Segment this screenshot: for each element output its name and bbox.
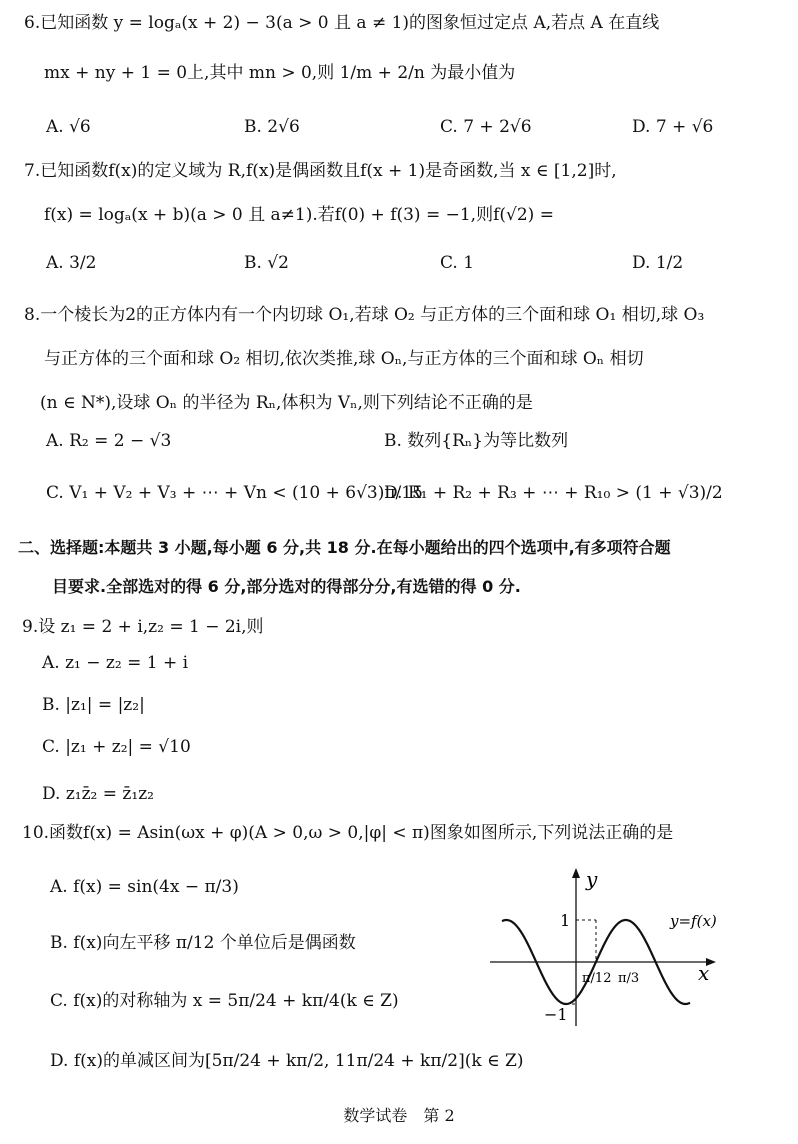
graph-neg-one-label: −1 xyxy=(544,1005,568,1024)
q9-option-b: B. |z₁| = |z₂| xyxy=(42,695,145,715)
q8-option-d: D. R₁ + R₂ + R₃ + ⋯ + R₁₀ > (1 + √3)/2 xyxy=(384,483,723,503)
page-footer: 数学试卷 第 2 xyxy=(343,1106,455,1125)
q6-stem-line1: 6.已知函数 y = logₐ(x + 2) − 3(a > 0 且 a ≠ 1)的图象恒过定点 A,若点 A 在直线 xyxy=(24,13,660,33)
q10-option-b: B. f(x)向左平移 π/12 个单位后是偶函数 xyxy=(50,933,356,953)
graph-y-arrow xyxy=(572,868,580,878)
q7-stem-line1: 7.已知函数f(x)的定义域为 R,f(x)是偶函数且f(x + 1)是奇函数,当 x ∈ [1,2]时, xyxy=(24,161,617,181)
q10-option-a: A. f(x) = sin(4x − π/3) xyxy=(50,877,239,897)
q7-stem-line2: f(x) = logₐ(x + b)(a > 0 且 a≠1).若f(0) + f(3) = −1,则f(√2) = xyxy=(44,205,554,225)
section2-heading-line1: 二、选择题:本题共 3 小题,每小题 6 分,共 18 分.在每小题给出的四个选项中,有多项符合题 xyxy=(18,538,671,557)
q8-stem-line3: (n ∈ N*),设球 Oₙ 的半径为 Rₙ,体积为 Vₙ,则下列结论不正确的是 xyxy=(40,393,533,413)
q6-option-d: D. 7 + √6 xyxy=(632,117,714,137)
graph-tick2-label: π/3 xyxy=(618,971,640,986)
q9-option-d: D. z₁z̄₂ = z̄₁z₂ xyxy=(42,784,154,804)
graph-x-label: x xyxy=(698,961,710,985)
q10-option-d: D. f(x)的单减区间为[5π/24 + kπ/2, 11π/24 + kπ/2](k ∈ Z) xyxy=(50,1051,524,1071)
q7-option-b: B. √2 xyxy=(244,253,289,273)
q8-stem-line1: 8.一个棱长为2的正方体内有一个内切球 O₁,若球 O₂ 与正方体的三个面和球 O₁ 相切,球 O₃ xyxy=(24,305,705,325)
q7-option-c: C. 1 xyxy=(440,253,475,273)
q8-option-c: C. V₁ + V₂ + V₃ + ⋯ + Vn < (10 + 6√3)π/15 xyxy=(46,483,423,503)
q8-stem-line2: 与正方体的三个面和球 O₂ 相切,依次类推,球 Oₙ,与正方体的三个面和球 Oₙ 相切 xyxy=(44,349,644,369)
q6-option-a: A. √6 xyxy=(46,117,91,137)
q8-option-a: A. R₂ = 2 − √3 xyxy=(46,431,172,451)
graph-y-label: y xyxy=(586,867,598,891)
q9-stem: 9.设 z₁ = 2 + i,z₂ = 1 − 2i,则 xyxy=(22,617,264,637)
q8-option-b: B. 数列{Rₙ}为等比数列 xyxy=(384,431,569,451)
section2-heading-line2: 目要求.全部选对的得 6 分,部分选对的得部分分,有选错的得 0 分. xyxy=(52,577,521,596)
q10-stem: 10.函数f(x) = Asin(ωx + φ)(A > 0,ω > 0,|φ| < π)图象如图所示,下列说法正确的是 xyxy=(22,823,674,843)
q6-option-c: C. 7 + 2√6 xyxy=(440,117,532,137)
q10-option-c: C. f(x)的对称轴为 x = 5π/24 + kπ/4(k ∈ Z) xyxy=(50,991,399,1011)
q9-option-c: C. |z₁ + z₂| = √10 xyxy=(42,737,191,757)
graph-curve-label: y=f(x) xyxy=(670,912,717,930)
q9-option-a: A. z₁ − z₂ = 1 + i xyxy=(42,653,189,673)
q6-stem-line2: mx + ny + 1 = 0上,其中 mn > 0,则 1/m + 2/n 为最小值为 xyxy=(44,63,516,83)
q7-option-d: D. 1/2 xyxy=(632,253,684,273)
q10-function-graph xyxy=(480,860,740,1030)
graph-tick1-label: π/12 xyxy=(582,971,612,986)
q7-option-a: A. 3/2 xyxy=(46,253,97,273)
q6-option-b: B. 2√6 xyxy=(244,117,300,137)
graph-one-label: 1 xyxy=(560,911,571,930)
